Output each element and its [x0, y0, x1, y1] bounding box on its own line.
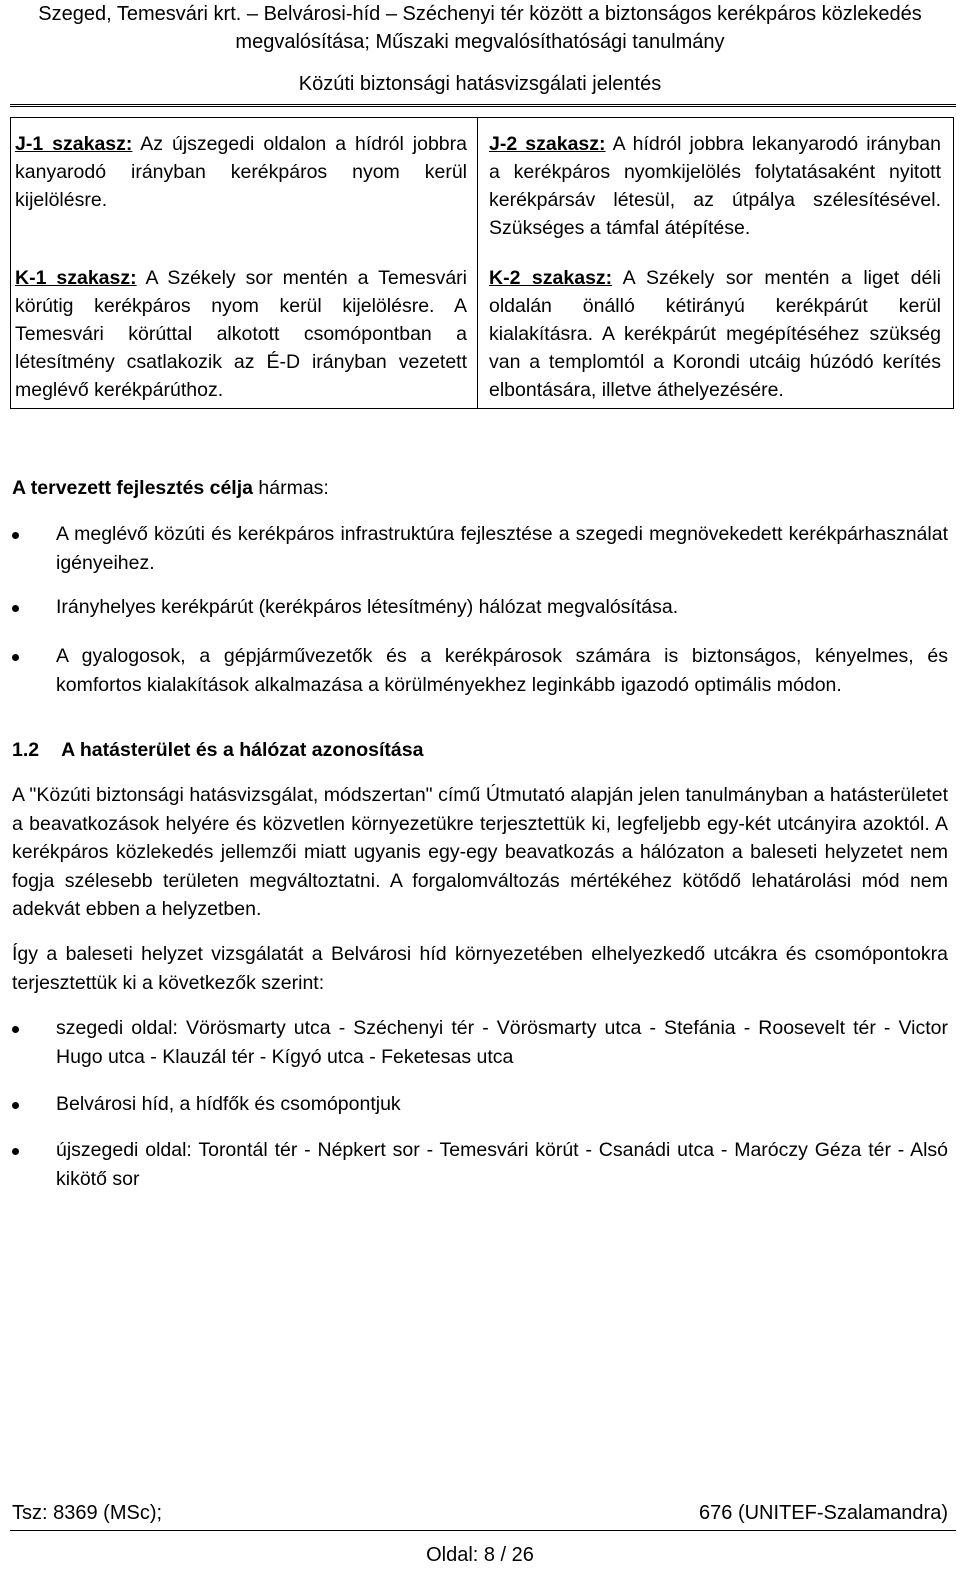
segment-k1-label: K-1 szakasz:: [15, 267, 137, 289]
bullet-icon: [12, 654, 19, 661]
segment-j1-label: J-1 szakasz:: [15, 133, 133, 155]
header-title-line2: megvalósítása; Műszaki megvalósíthatósági tanulmány: [235, 31, 725, 53]
table-column-divider: [477, 118, 478, 408]
area-bullet-text: újszegedi oldal: Torontál tér - Népkert sor - Temesvári körút - Csanádi utca - Maróczy Géza tér - Alsó kikötő sor: [56, 1139, 948, 1190]
goal-bullet: [12, 593, 948, 622]
section-title: A hatásterület és a hálózat azonosítása: [61, 739, 424, 761]
segment-j2-label: J-2 szakasz:: [489, 133, 606, 155]
goal-intro: [12, 474, 948, 503]
goal-intro-bold: A tervezett fejlesztés célja: [12, 477, 253, 499]
segment-k2-label: K-2 szakasz:: [489, 267, 613, 289]
bullet-icon: [12, 605, 19, 612]
footer-right: 676 (UNITEF-Szalamandra): [699, 1502, 948, 1524]
goal-bullet: [12, 520, 948, 577]
goal-bullet-text: A gyalogosok, a gépjárművezetők és a kerékpárosok számára is biztonságos, kényelmes, és komfortos kialakítások alkalmazása a körülményekhez leginkább igazodó optimális módon.: [56, 645, 948, 696]
area-bullet-text: Belvárosi híd, a hídfők és csomópontjuk: [56, 1093, 401, 1115]
bullet-icon: [12, 1148, 19, 1155]
segment-k2: [489, 264, 941, 404]
bullet-icon: [12, 1102, 19, 1109]
header-subtitle: Közúti biztonsági hatásvizsgálati jelentés: [298, 73, 662, 95]
bullet-icon: [12, 1026, 19, 1033]
segment-k1-text: A Székely sor mentén a Temesvári körútig kerékpáros nyom kerül kijelölésre. A Temesvári körúttal alkotott csomópontban a létesítmény csatlakozik az É-D irányban vezetett meglévő kerékpárúthoz.: [15, 267, 467, 401]
area-bullet: [12, 1014, 948, 1071]
footer-left: Tsz: 8369 (MSc);: [12, 1502, 163, 1524]
section-heading: [12, 736, 423, 764]
segment-k1: [15, 264, 467, 404]
area-bullet-text: szegedi oldal: Vörösmarty utca - Széchenyi tér - Vörösmarty utca - Stefánia - Roosevelt tér - Victor Hugo utca - Klauzál tér - Kígyó utca - Feketesas utca: [56, 1017, 948, 1068]
segment-j1-text: Az újszegedi oldalon a hídról jobbra kanyarodó irányban kerékpáros nyom kerül kijelölésre.: [15, 133, 467, 211]
segment-j1: [15, 130, 467, 214]
goal-bullet: [12, 642, 948, 699]
bullet-icon: [12, 532, 19, 539]
page-number: Oldal: 8 / 26: [426, 1544, 534, 1566]
segment-table: [10, 117, 954, 409]
goal-intro-rest: hármas:: [252, 477, 329, 499]
section-paragraph-1: A "Közúti biztonsági hatásvizsgálat, módszertan" című Útmutató alapján jelen tanulmányban a hatásterületet a beavatkozások helyére és közvetlen környezetükre terjesztettük ki, legfeljebb egy-két utcányira azoktól. A kerékpáros közlekedés jellemzői miatt ugyanis egy-egy beavatkozás a hálózaton a baleseti helyzetet nem fogja szélesebb területen megváltoztatni. A forgalomváltozás mértékéhez kötődő lehatárolási mód nem adekvát ebben a helyzetben.: [12, 784, 948, 920]
segment-k2-text: A Székely sor mentén a liget déli oldalán önálló kétirányú kerékpárút kerül kialakításra. A kerékpárút megépítéséhez szükség van a templomtól a Korondi utcáig húzódó kerítés elbontására, illetve áthelyezésére.: [489, 267, 941, 401]
goal-bullet-text: A meglévő közúti és kerékpáros infrastruktúra fejlesztése a szegedi megnövekedett kerékpárhasználat igényeihez.: [56, 523, 948, 574]
segment-j2: [489, 130, 941, 242]
area-bullet: [12, 1136, 948, 1193]
section-paragraph-2: Így a baleseti helyzet vizsgálatát a Belvárosi híd környezetében elhelyezkedő utcákra és csomópontokra terjesztettük ki a következők szerint:: [12, 943, 948, 994]
header-divider: [10, 104, 956, 107]
section-number: 1.2: [12, 739, 40, 761]
header-title-line1: Szeged, Temesvári krt. – Belvárosi-híd – Széchenyi tér között a biztonságos kerékpáros közlekedés: [38, 3, 922, 25]
segment-j2-text: A hídról jobbra lekanyarodó irányban a kerékpáros nyomkijelölés folytatásaként nyitott kerékpársáv létesül, az útpálya szélesítésével. Szükséges a támfal átépítése.: [489, 133, 941, 239]
footer-divider: [10, 1530, 956, 1531]
goal-bullet-text: Irányhelyes kerékpárút (kerékpáros létesítmény) hálózat megvalósítása.: [56, 596, 679, 618]
area-bullet: [12, 1090, 948, 1119]
